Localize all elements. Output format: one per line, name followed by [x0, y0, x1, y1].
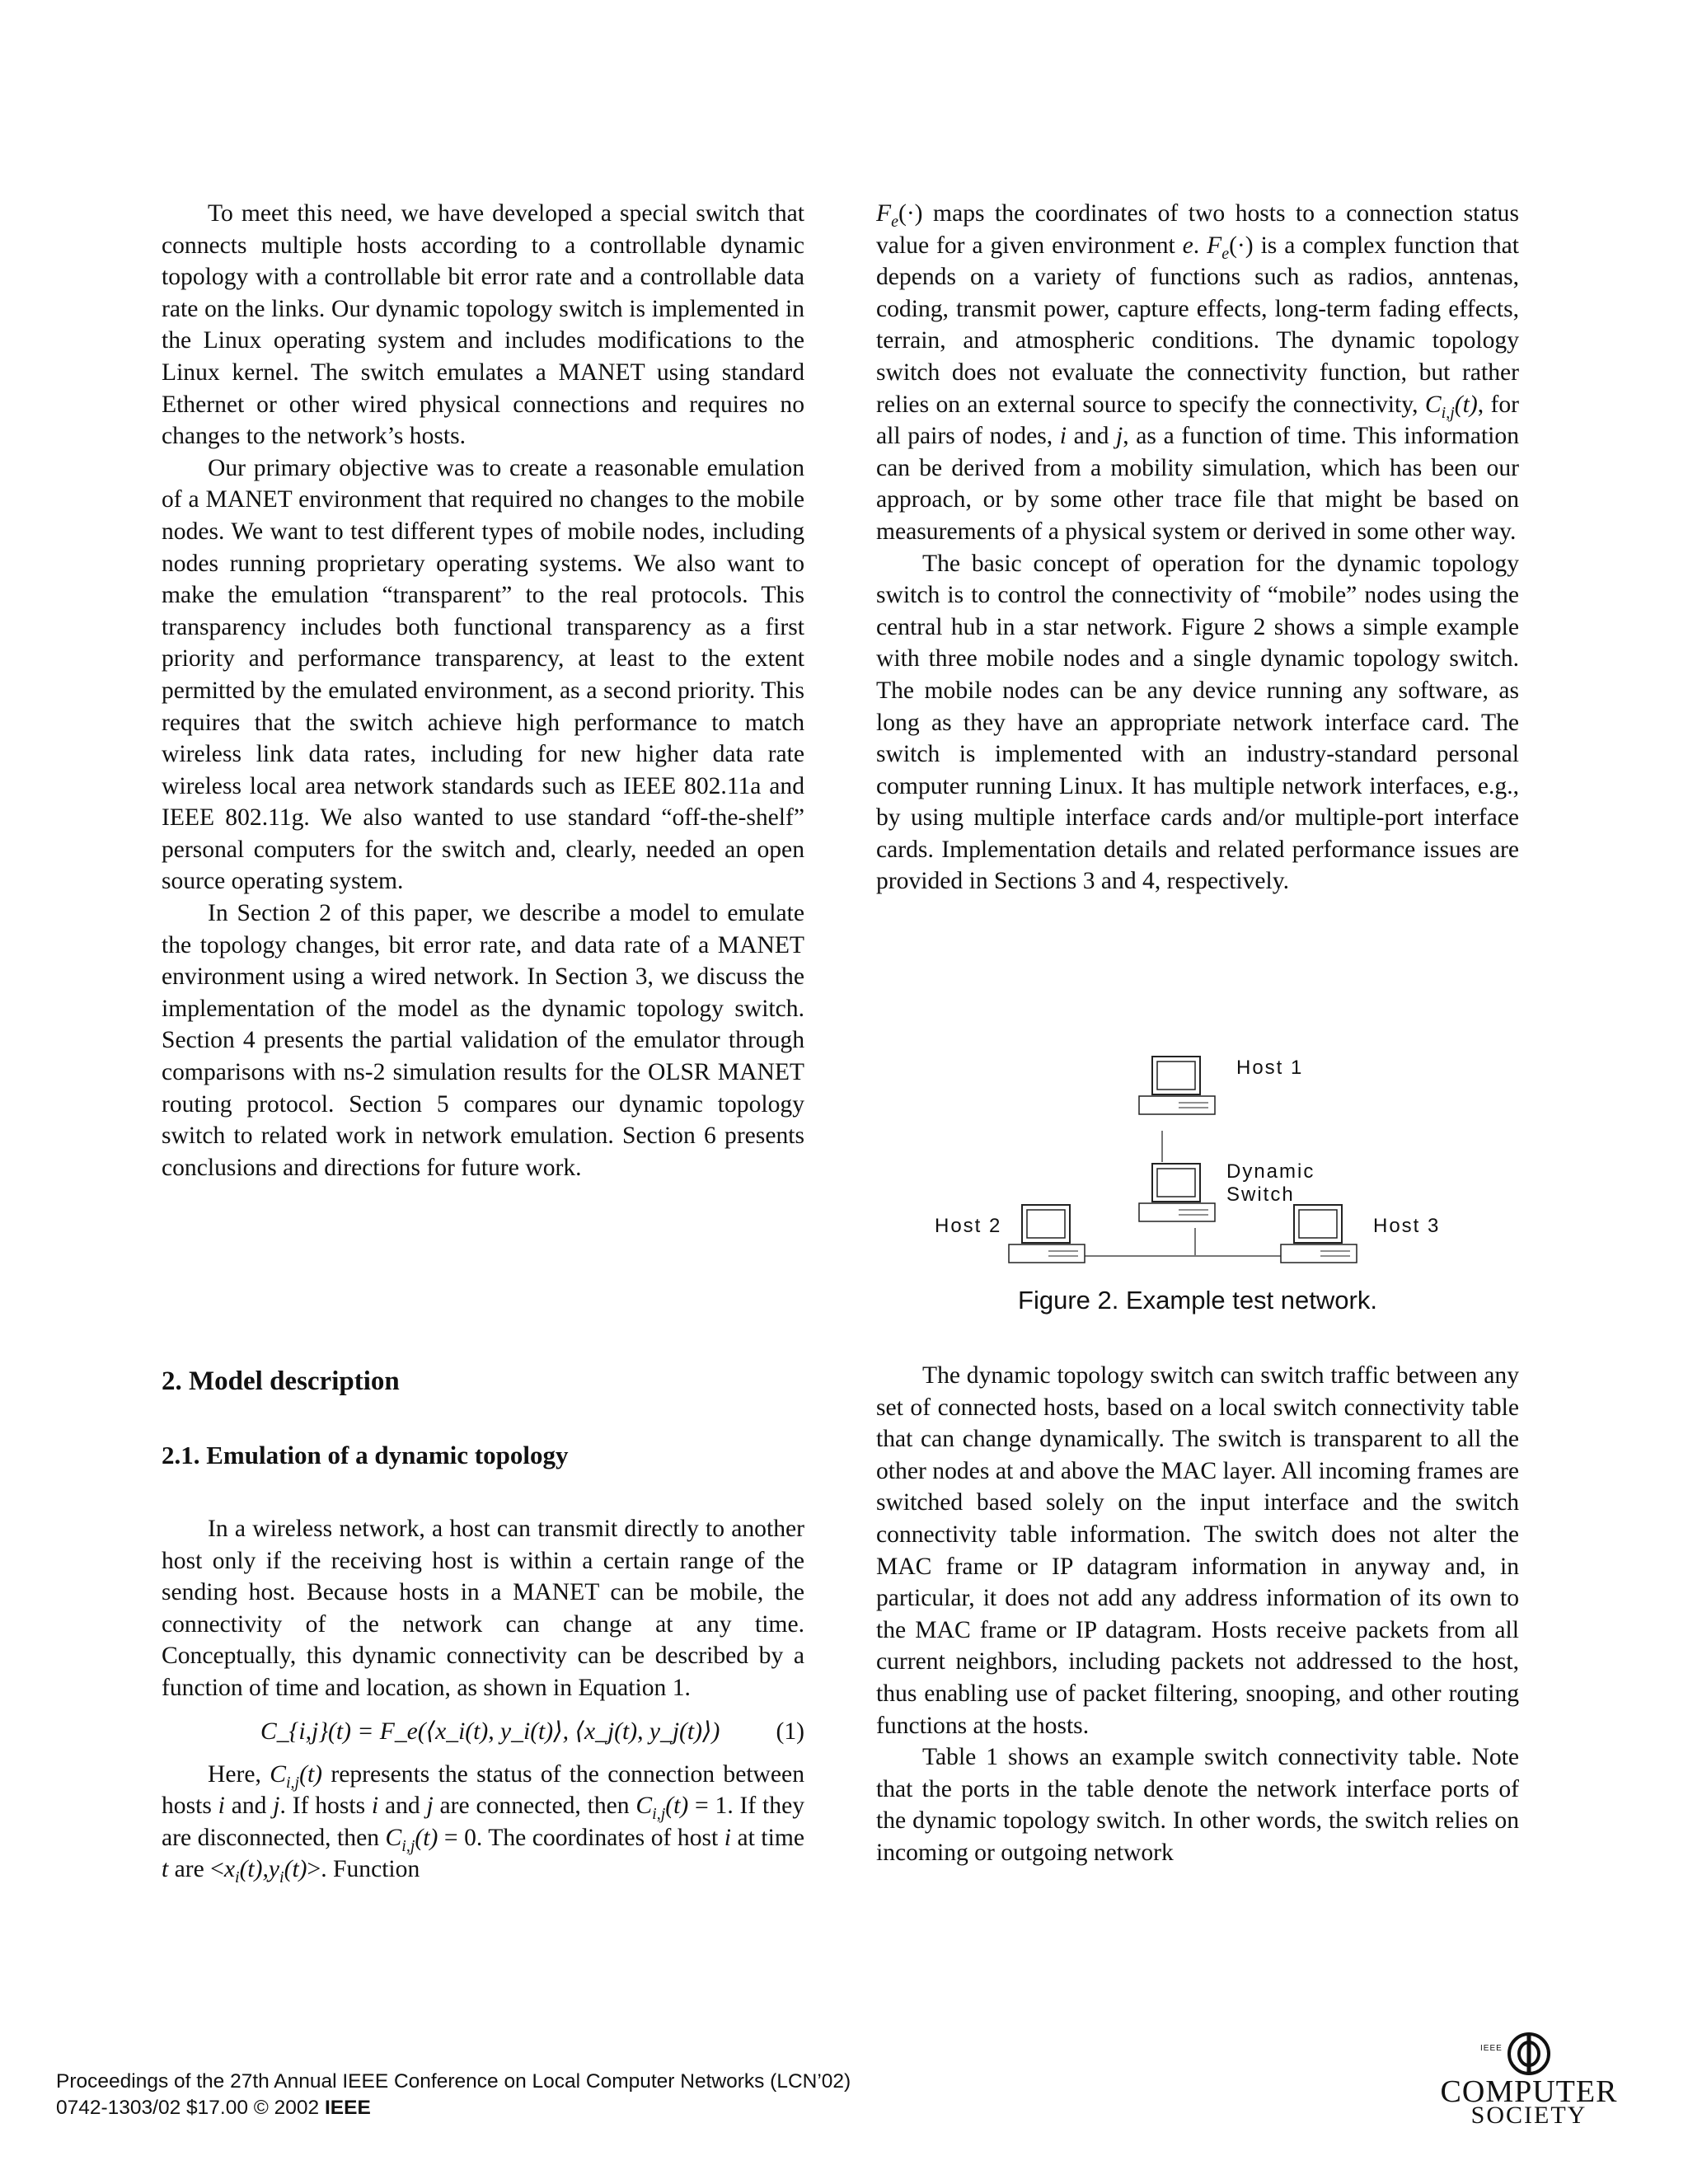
right-column-tail [876, 1360, 1519, 1869]
subsection-heading: 2.1. Emulation of a dynamic topology [162, 1441, 569, 1469]
switch-computer-icon [1139, 1164, 1215, 1221]
logo-ieee-text: IEEE [1480, 2044, 1503, 2053]
footer-line2: 0742-1303/02 $17.00 © 2002 IEEE [56, 2097, 371, 2119]
footer [56, 2069, 851, 2121]
computer-society-logo [1434, 2027, 1624, 2129]
section-heading: 2. Model description [162, 1366, 400, 1396]
paragraph: The basic concept of operation for the dynamic topology switch is to control the connectivity of “mobile” nodes using the central hub in a star network. Figure 2 shows a simple example with three mobile nodes and a single dynamic topology switch. The mobile nodes can be any device running any software, as long as they have an appropriate network interface card. The switch is implemented with an industry-standard personal computer running Linux. It has multiple network interfaces, e.g., by using multiple interface cards and/or multiple-port interface cards. Implementation details and related performance issues are provided in Sections 3 and 4, respectively. [876, 550, 1519, 895]
label-host2: Host 2 [935, 1215, 1002, 1237]
right-column [876, 198, 1519, 898]
paragraph: In Section 2 of this paper, we describe a model to emulate the topology changes, bit error rate, and data rate of a MANET environment using a wired network. In Section 3, we discuss the implementation of the model as the dynamic topology switch. Section 4 presents the partial validation of the emulator through comparisons with ns-2 simulation results for the OLSR MANET routing protocol. Section 5 compares our dynamic topology switch to related work in network emulation. Section 6 presents conclusions and directions for future work. [162, 900, 804, 1181]
host1-computer-icon [1139, 1057, 1215, 1114]
paragraph-after-equation: Here, $C_{i,j}(t)$ represents the status of the connection between hosts i and j. If hosts i and j are connected, then $C_{i,j}(t) = 1$. If they are disconnected, then $C_{i,j}(t) = 0$. The coordinates of host i at time t are $<x_i(t),y_i(t)>$. Function [162, 1760, 805, 1887]
network-diagram [923, 1040, 1500, 1287]
label-switch-line1: Dynamic [1226, 1160, 1315, 1183]
host2-computer-icon [1009, 1205, 1085, 1263]
ieee-phi-icon [1434, 2027, 1624, 2077]
label-switch-line2: Switch [1226, 1183, 1295, 1206]
host3-computer-icon [1281, 1205, 1357, 1263]
equation-body: C_{i,j}(t) = F_e(⟨x_i(t), y_i(t)⟩, ⟨x_j(t), y_j(t)⟩) [260, 1718, 720, 1745]
paragraph: The dynamic topology switch can switch traffic between any set of connected hosts, based on a local switch connectivity table that can change dynamically. The switch is transparent to all the other nodes at and above the MAC layer. All incoming frames are switched based solely on the input interface and the switch connectivity table information. The switch does not alter the MAC frame or IP datagram information in anyway and, in particular, it does not add any address information of its own to the MAC frame or IP datagram. Hosts receive packets from all current neighbors, including packets not addressed to the host, thus enabling use of packet filtering, snooping, and other routing functions at the hosts. [876, 1362, 1519, 1739]
figure-caption: Figure 2. Example test network. [1018, 1286, 1377, 1315]
logo-line2: SOCIETY [1470, 2102, 1587, 2129]
paragraph: Our primary objective was to create a reasonable emulation of a MANET environment that required no changes to the mobile nodes. We want to test different types of mobile nodes, including nodes running proprietary operating systems. We also want to make the emulation “transparent” to the real protocols. This transparency includes both functional transparency as a first priority and performance transparency, at least to the extent permitted by the emulated environment, as a second priority. This requires that the switch achieve high performance to match wireless link data rates, including for new higher data rate wireless local area network standards such as IEEE 802.11a and IEEE 802.11g. We also wanted to use standard “off-the-shelf” personal computers for the switch and, clearly, needed an open source operating system. [162, 454, 804, 895]
label-host1: Host 1 [1236, 1057, 1304, 1079]
equation [162, 1704, 804, 1759]
logo-line1: COMPUTER [1440, 2074, 1618, 2109]
left-column-tail [162, 1513, 804, 1886]
label-host3: Host 3 [1373, 1215, 1441, 1237]
paragraph: Table 1 shows an example switch connectivity table. Note that the ports in the table denote the network interface ports of the dynamic topology switch. In other words, the switch relies on incoming or outgoing network [876, 1744, 1519, 1866]
equation-number: (1) [776, 1718, 804, 1745]
paragraph: To meet this need, we have developed a special switch that connects multiple hosts according to a controllable dynamic topology with a controllable bit error rate and a controllable data rate on the links. Our dynamic topology switch is implemented in the Linux operating system and includes modifications to the Linux kernel. The switch emulates a MANET using standard Ethernet or other wired physical connections and requires no changes to the network’s hosts. [162, 200, 804, 450]
paragraph: In a wireless network, a host can transmit directly to another host only if the receiving host is within a certain range of the sending host. Because hosts in a MANET can be mobile, the connectivity of the network can change at any time. Conceptually, this dynamic connectivity can be described by a function of time and location, as shown in Equation 1. [162, 1516, 804, 1701]
paragraph: $F_e(\cdot)$ maps the coordinates of two hosts to a connection status value for a given environment e. $F_e(\cdot)$ is a complex function that depends on a variety of functions such as radios, anntenas, coding, transmit power, capture effects, long-term fading effects, terrain, and atmospheric conditions. The dynamic topology switch does not evaluate the connectivity function, but rather relies on an external source to specify the connectivity, $C_{i,j}(t)$, for all pairs of nodes, i and j, as a function of time. This information can be derived from a mobility simulation, which has been our approach, or by some other trace file that might be based on measurements of a physical system or derived in some other way. [876, 200, 1520, 545]
footer-line1: Proceedings of the 27th Annual IEEE Conference on Local Computer Networks (LCN’02) [56, 2070, 851, 2093]
left-column [162, 198, 804, 1183]
